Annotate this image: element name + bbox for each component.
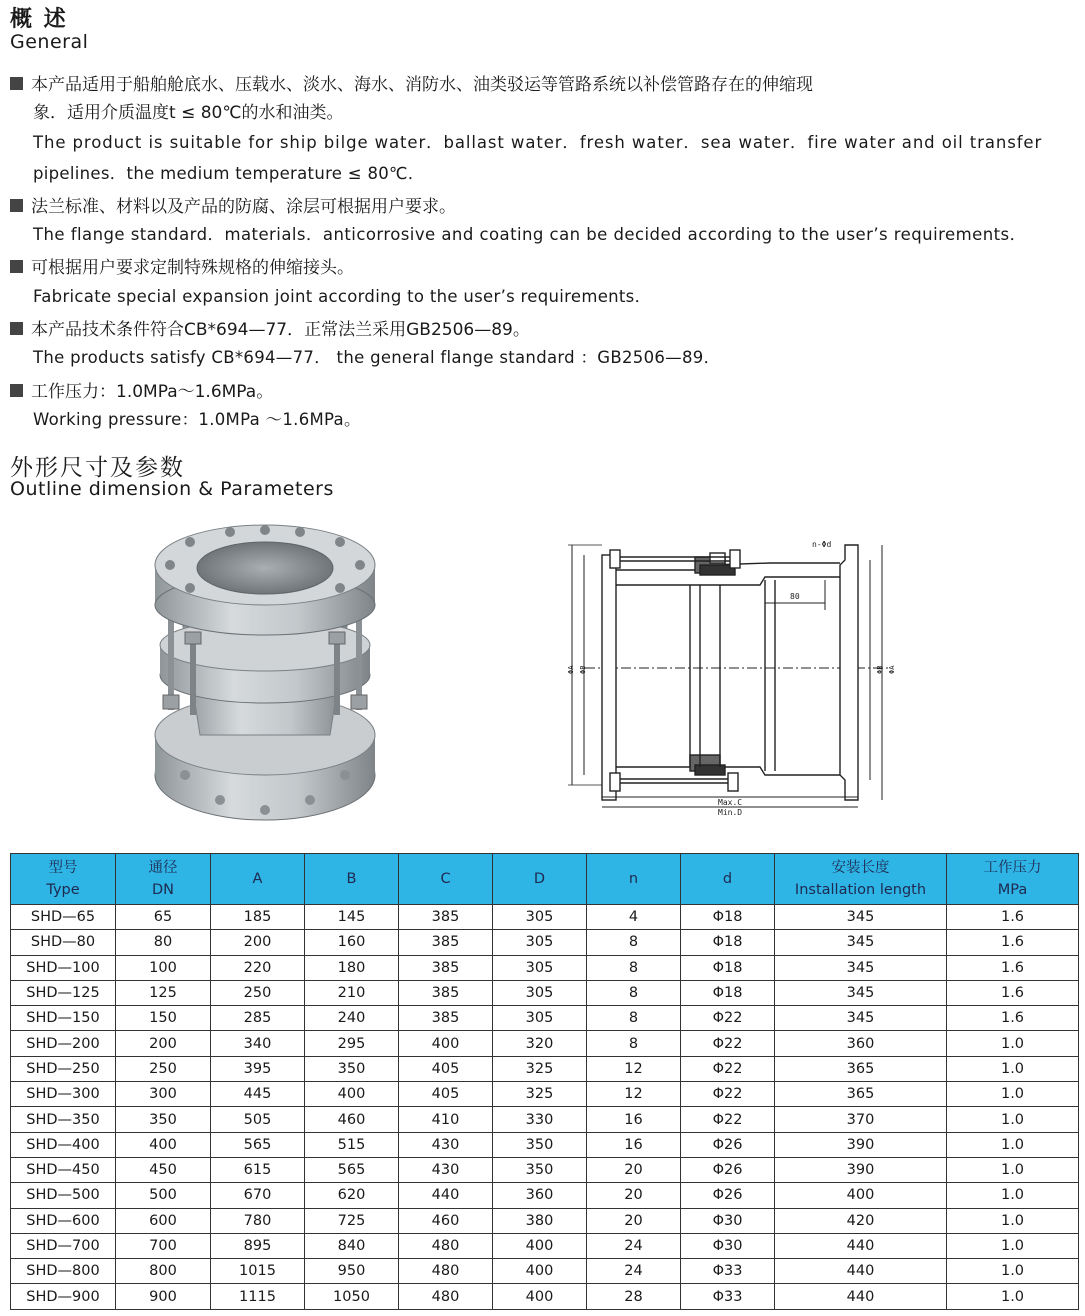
table-cell: SHD—250 xyxy=(11,1056,116,1081)
label-b-right: ΦB xyxy=(876,665,884,674)
table-cell: 565 xyxy=(305,1157,399,1182)
table-cell: 410 xyxy=(399,1107,493,1132)
table-cell: 430 xyxy=(399,1132,493,1157)
table-cell: 295 xyxy=(305,1031,399,1056)
table-cell: 305 xyxy=(493,1006,587,1031)
table-cell: Φ22 xyxy=(681,1031,775,1056)
table-cell: 16 xyxy=(587,1132,681,1157)
table-cell: 385 xyxy=(399,930,493,955)
table-cell: 1015 xyxy=(211,1259,305,1284)
table-cell: SHD—200 xyxy=(11,1031,116,1056)
table-cell: 100 xyxy=(116,955,211,980)
header-cn: C xyxy=(440,871,451,887)
table-row xyxy=(11,980,1079,1005)
table-cell: 8 xyxy=(587,930,681,955)
table-cell: 1.0 xyxy=(947,1132,1079,1157)
table-cell: 840 xyxy=(305,1233,399,1258)
table-cell: 8 xyxy=(587,980,681,1005)
table-cell: 8 xyxy=(587,1031,681,1056)
table-cell: 400 xyxy=(775,1183,947,1208)
bullet-1-cn-line1: 本产品适用于船舶舱底水、压载水、淡水、海水、消防水、油类驳运等管路系统以补偿管路存在的伸缩现 xyxy=(31,75,813,95)
table-cell: 330 xyxy=(493,1107,587,1132)
header-cell xyxy=(116,854,211,905)
table-cell: 390 xyxy=(775,1132,947,1157)
table-cell: Φ22 xyxy=(681,1056,775,1081)
table-cell: Φ22 xyxy=(681,1107,775,1132)
header-cn: A xyxy=(252,871,263,887)
table-cell: 700 xyxy=(116,1233,211,1258)
table-cell: 1.0 xyxy=(947,1031,1079,1056)
table-row xyxy=(11,1259,1079,1284)
table-cell: 480 xyxy=(399,1284,493,1309)
table-cell: 4 xyxy=(587,905,681,930)
label-min-d: Min.D xyxy=(718,808,743,817)
table-cell: 1050 xyxy=(305,1284,399,1309)
table-cell: SHD—150 xyxy=(11,1006,116,1031)
table-cell: 350 xyxy=(493,1157,587,1182)
table-cell: 1.0 xyxy=(947,1183,1079,1208)
table-row xyxy=(11,1183,1079,1208)
table-cell: 65 xyxy=(116,905,211,930)
table-cell: 305 xyxy=(493,955,587,980)
table-cell: 240 xyxy=(305,1006,399,1031)
bullet-4-en: The products satisfy CB*694—77． the general flange standard ：GB2506—89． xyxy=(33,348,721,367)
table-cell: SHD—125 xyxy=(11,980,116,1005)
table-cell: 440 xyxy=(399,1183,493,1208)
table-cell: 515 xyxy=(305,1132,399,1157)
header-cell xyxy=(947,854,1079,905)
header-cell xyxy=(399,854,493,905)
bullet-1-en-line1: The product is suitable for ship bilge water．ballast water．fresh water．sea water．fire water and oil transfer xyxy=(33,133,1043,152)
table-cell: 305 xyxy=(493,980,587,1005)
table-cell: 725 xyxy=(305,1208,399,1233)
table-cell: 1.0 xyxy=(947,1233,1079,1258)
header-cn: 通径 xyxy=(148,860,178,876)
table-cell: 360 xyxy=(493,1183,587,1208)
table-cell: 390 xyxy=(775,1157,947,1182)
bullet-5 xyxy=(10,377,1079,402)
table-cell: 1.0 xyxy=(947,1208,1079,1233)
table-cell: 385 xyxy=(399,955,493,980)
table-cell: 350 xyxy=(305,1056,399,1081)
bullet-square-icon xyxy=(10,199,23,212)
table-cell: 400 xyxy=(399,1031,493,1056)
bullet-3-cn: 可根据用户要求定制特殊规格的伸缩接头。 xyxy=(31,258,354,278)
header-cell xyxy=(775,854,947,905)
table-cell: 420 xyxy=(775,1208,947,1233)
table-cell: 300 xyxy=(116,1082,211,1107)
table-row xyxy=(11,1284,1079,1309)
bullet-square-icon xyxy=(10,260,23,273)
bullet-2-cn: 法兰标准、材料以及产品的防腐、涂层可根据用户要求。 xyxy=(31,197,456,217)
table-cell: 305 xyxy=(493,905,587,930)
table-cell: 125 xyxy=(116,980,211,1005)
header-en: Type xyxy=(46,882,80,898)
table-cell: 325 xyxy=(493,1056,587,1081)
header-en: MPa xyxy=(997,882,1028,898)
table-cell: 16 xyxy=(587,1107,681,1132)
table-cell: 12 xyxy=(587,1056,681,1081)
header-cell xyxy=(11,854,116,905)
table-cell: 380 xyxy=(493,1208,587,1233)
header-cn: 型号 xyxy=(48,860,78,876)
table-cell: Φ30 xyxy=(681,1233,775,1258)
table-cell: 185 xyxy=(211,905,305,930)
table-cell: 385 xyxy=(399,980,493,1005)
table-cell: 600 xyxy=(116,1208,211,1233)
bullet-3 xyxy=(10,253,1079,278)
table-cell: 200 xyxy=(211,930,305,955)
label-80: 80 xyxy=(790,592,800,601)
table-cell: 950 xyxy=(305,1259,399,1284)
table-cell: 200 xyxy=(116,1031,211,1056)
table-cell: 385 xyxy=(399,1006,493,1031)
table-cell: 360 xyxy=(775,1031,947,1056)
table-cell: 370 xyxy=(775,1107,947,1132)
table-cell: Φ30 xyxy=(681,1208,775,1233)
table-row xyxy=(11,930,1079,955)
table-cell: SHD—350 xyxy=(11,1107,116,1132)
table-cell: SHD—700 xyxy=(11,1233,116,1258)
table-cell: 565 xyxy=(211,1132,305,1157)
table-cell: 28 xyxy=(587,1284,681,1309)
table-row xyxy=(11,955,1079,980)
table-cell: 24 xyxy=(587,1233,681,1258)
bullet-2 xyxy=(10,192,1079,217)
bullet-1 xyxy=(10,70,1079,95)
table-cell: 350 xyxy=(116,1107,211,1132)
parameter-table xyxy=(10,853,1079,1310)
technical-drawing xyxy=(560,535,905,820)
table-row xyxy=(11,905,1079,930)
bullet-square-icon xyxy=(10,384,23,397)
table-cell: 345 xyxy=(775,1006,947,1031)
table-cell: 20 xyxy=(587,1183,681,1208)
table-cell: 210 xyxy=(305,980,399,1005)
table-cell: 12 xyxy=(587,1082,681,1107)
header-cell xyxy=(493,854,587,905)
table-header-row xyxy=(11,854,1079,905)
table-cell: SHD—500 xyxy=(11,1183,116,1208)
table-cell: Φ26 xyxy=(681,1132,775,1157)
table-cell: 365 xyxy=(775,1056,947,1081)
table-cell: 345 xyxy=(775,905,947,930)
outline-title-cn: 外形尺寸及参数 xyxy=(10,455,185,481)
table-cell: SHD—65 xyxy=(11,905,116,930)
table-cell: 1.0 xyxy=(947,1259,1079,1284)
table-cell: 440 xyxy=(775,1233,947,1258)
table-cell: 1.6 xyxy=(947,930,1079,955)
table-cell: 460 xyxy=(305,1107,399,1132)
table-cell: 395 xyxy=(211,1056,305,1081)
table-cell: 1.0 xyxy=(947,1082,1079,1107)
table-cell: 620 xyxy=(305,1183,399,1208)
general-title-cn: 概 述 xyxy=(10,7,68,32)
table-cell: 460 xyxy=(399,1208,493,1233)
label-b-left: ΦB xyxy=(579,665,587,674)
header-cn: d xyxy=(722,871,733,887)
table-cell: 505 xyxy=(211,1107,305,1132)
bullet-square-icon xyxy=(10,77,23,90)
header-cn: B xyxy=(346,871,357,887)
table-cell: 220 xyxy=(211,955,305,980)
header-cn: n xyxy=(628,871,639,887)
bullet-2-en: The flange standard．materials．anticorrosive and coating can be decided according to the user’s requirements． xyxy=(33,225,1027,244)
table-row xyxy=(11,1107,1079,1132)
table-body xyxy=(11,905,1079,1310)
outline-title-en: Outline dimension & Parameters xyxy=(10,478,334,500)
table-row xyxy=(11,1157,1079,1182)
table-cell: 24 xyxy=(587,1259,681,1284)
table-cell: 1.6 xyxy=(947,905,1079,930)
table-cell: 480 xyxy=(399,1233,493,1258)
table-cell: 500 xyxy=(116,1183,211,1208)
table-row xyxy=(11,1082,1079,1107)
bullet-1-en-line2: pipelines．the medium temperature ≤ 80℃． xyxy=(33,164,425,183)
general-title-en: General xyxy=(10,31,89,53)
table-cell: 285 xyxy=(211,1006,305,1031)
table-cell: 400 xyxy=(493,1259,587,1284)
header-cell xyxy=(305,854,399,905)
header-cell xyxy=(211,854,305,905)
bullet-4 xyxy=(10,315,1079,340)
table-cell: Φ22 xyxy=(681,1082,775,1107)
label-a-left: ΦA xyxy=(567,665,575,674)
table-cell: 1.0 xyxy=(947,1056,1079,1081)
table-cell: 405 xyxy=(399,1056,493,1081)
table-cell: SHD—800 xyxy=(11,1259,116,1284)
table-cell: 400 xyxy=(305,1082,399,1107)
table-cell: Φ18 xyxy=(681,980,775,1005)
table-row xyxy=(11,1031,1079,1056)
table-cell: 900 xyxy=(116,1284,211,1309)
table-cell: 480 xyxy=(399,1259,493,1284)
table-cell: 445 xyxy=(211,1082,305,1107)
table-cell: 350 xyxy=(493,1132,587,1157)
table-cell: 1.0 xyxy=(947,1107,1079,1132)
table-row xyxy=(11,1006,1079,1031)
table-cell: SHD—600 xyxy=(11,1208,116,1233)
table-cell: 20 xyxy=(587,1157,681,1182)
table-cell: 1.6 xyxy=(947,980,1079,1005)
table-cell: SHD—300 xyxy=(11,1082,116,1107)
bullet-3-en: Fabricate special expansion joint according to the user’s requirements． xyxy=(33,287,652,306)
table-cell: 1.0 xyxy=(947,1284,1079,1309)
table-cell: 1115 xyxy=(211,1284,305,1309)
header-cn: D xyxy=(533,871,546,887)
table-cell: Φ22 xyxy=(681,1006,775,1031)
table-cell: Φ18 xyxy=(681,930,775,955)
header-cell xyxy=(681,854,775,905)
bullet-square-icon xyxy=(10,322,23,335)
table-cell: Φ26 xyxy=(681,1157,775,1182)
table-cell: 250 xyxy=(116,1056,211,1081)
table-cell: 340 xyxy=(211,1031,305,1056)
table-cell: 800 xyxy=(116,1259,211,1284)
table-cell: 345 xyxy=(775,955,947,980)
table-cell: 400 xyxy=(493,1284,587,1309)
table-row xyxy=(11,1132,1079,1157)
table-cell: Φ26 xyxy=(681,1183,775,1208)
table-cell: 180 xyxy=(305,955,399,980)
table-cell: 400 xyxy=(116,1132,211,1157)
label-nd: n-Φd xyxy=(812,540,832,549)
table-cell: 1.6 xyxy=(947,955,1079,980)
header-en: DN xyxy=(151,882,174,898)
table-cell: SHD—400 xyxy=(11,1132,116,1157)
header-cn: 工作压力 xyxy=(983,860,1042,876)
table-cell: 1.6 xyxy=(947,1006,1079,1031)
table-cell: 670 xyxy=(211,1183,305,1208)
table-cell: SHD—100 xyxy=(11,955,116,980)
table-cell: 8 xyxy=(587,955,681,980)
table-cell: 160 xyxy=(305,930,399,955)
table-cell: 20 xyxy=(587,1208,681,1233)
table-cell: 345 xyxy=(775,930,947,955)
table-cell: 780 xyxy=(211,1208,305,1233)
table-cell: 150 xyxy=(116,1006,211,1031)
table-cell: 305 xyxy=(493,930,587,955)
table-cell: SHD—900 xyxy=(11,1284,116,1309)
table-cell: 365 xyxy=(775,1082,947,1107)
table-cell: 405 xyxy=(399,1082,493,1107)
table-cell: 80 xyxy=(116,930,211,955)
table-cell: 345 xyxy=(775,980,947,1005)
table-cell: Φ33 xyxy=(681,1284,775,1309)
table-cell: 615 xyxy=(211,1157,305,1182)
table-cell: 1.0 xyxy=(947,1157,1079,1182)
table-cell: 440 xyxy=(775,1284,947,1309)
table-cell: 320 xyxy=(493,1031,587,1056)
bullet-4-cn: 本产品技术条件符合CB*694—77．正常法兰采用GB2506—89。 xyxy=(31,320,530,340)
table-cell: 8 xyxy=(587,1006,681,1031)
label-max-c: Max.C xyxy=(718,798,743,807)
header-cell xyxy=(587,854,681,905)
table-row xyxy=(11,1208,1079,1233)
table-cell: 145 xyxy=(305,905,399,930)
header-cn: 安装长度 xyxy=(831,860,890,876)
table-cell: 440 xyxy=(775,1259,947,1284)
bullet-5-cn: 工作压力：1.0MPa～1.6MPa。 xyxy=(31,382,274,402)
table-cell: 430 xyxy=(399,1157,493,1182)
table-cell: Φ18 xyxy=(681,905,775,930)
bullet-1-cn-line2: 象．适用介质温度t ≤ 80℃的水和油类。 xyxy=(33,103,344,123)
table-cell: SHD—80 xyxy=(11,930,116,955)
table-cell: 250 xyxy=(211,980,305,1005)
header-en: Installation length xyxy=(794,882,927,898)
table-cell: Φ33 xyxy=(681,1259,775,1284)
table-cell: SHD—450 xyxy=(11,1157,116,1182)
product-photo xyxy=(140,520,390,830)
table-cell: 450 xyxy=(116,1157,211,1182)
table-cell: 325 xyxy=(493,1082,587,1107)
table-cell: 895 xyxy=(211,1233,305,1258)
table-cell: 400 xyxy=(493,1233,587,1258)
label-a-right: ΦA xyxy=(888,665,896,674)
table-row xyxy=(11,1056,1079,1081)
table-cell: 385 xyxy=(399,905,493,930)
bullet-5-en: Working pressure：1.0MPa ～1.6MPa。 xyxy=(33,410,361,429)
table-row xyxy=(11,1233,1079,1258)
table-cell: Φ18 xyxy=(681,955,775,980)
